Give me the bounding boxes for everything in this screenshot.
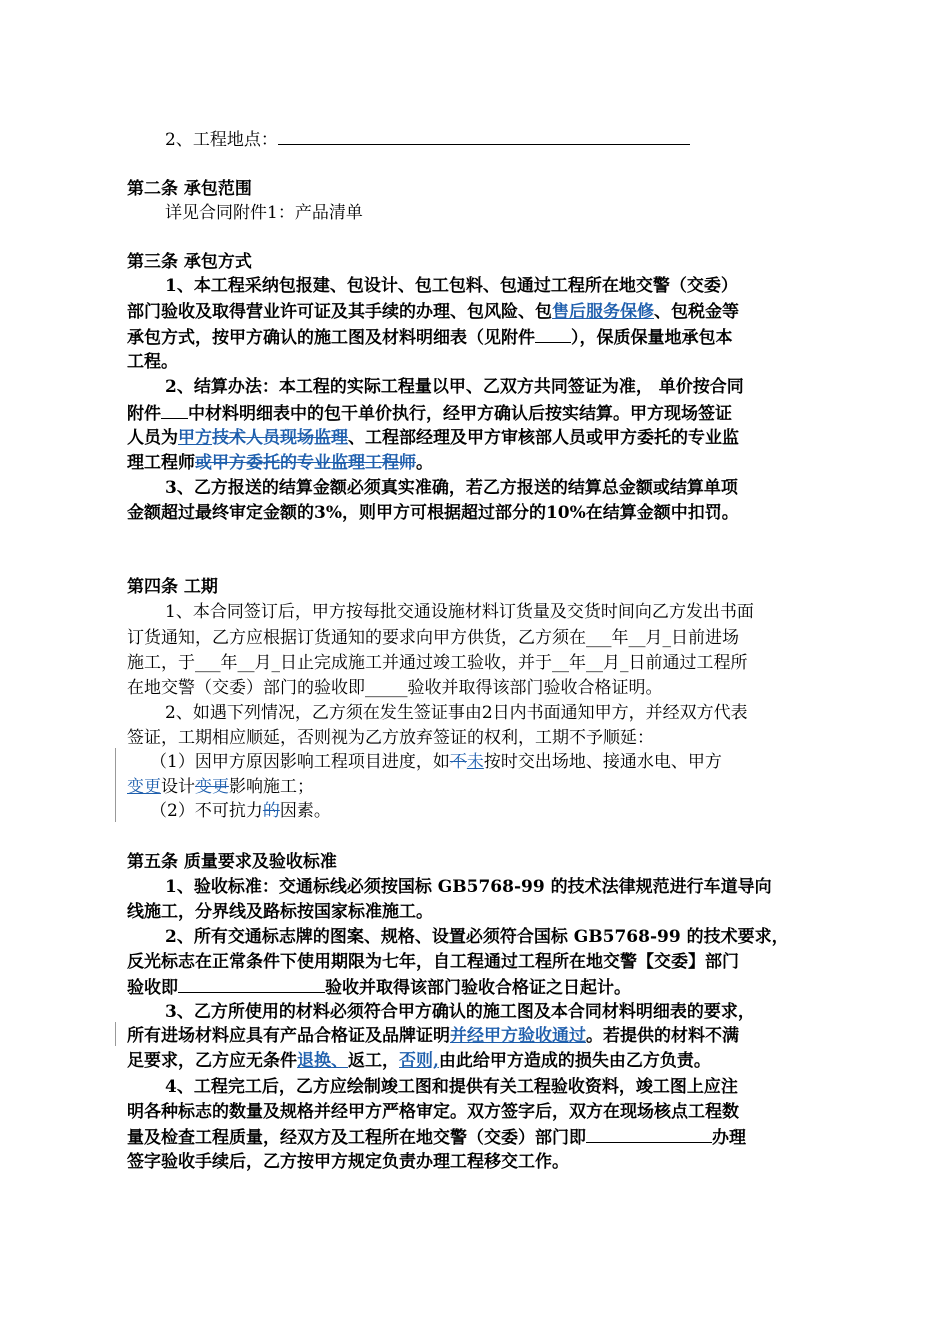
deleted-text: 变更 [195, 777, 229, 797]
clause3-p2-line1: 2、结算办法：本工程的实际工程量以甲、乙双方共同签证为准， 单价按合同 [165, 377, 744, 397]
clause5-p2-line1: 2、所有交通标志牌的图案、规格、设置必须符合国标 GB5768-99 的技术要求， [165, 927, 789, 947]
text-run: 量及检查工程质量，经双方及工程所在地交警（交委）部门即 [127, 1128, 586, 1148]
clause3-p2-line3 [127, 426, 739, 450]
text-run: 人员为 [127, 428, 178, 448]
clause5-p3-line3 [127, 1049, 711, 1073]
text-run: 返工， [348, 1051, 399, 1071]
inserted-text: 变更 [127, 777, 161, 797]
deleted-text: 不 [449, 752, 467, 772]
clause3-p3-line2: 金额超过最终审定金额的3%，则甲方可根据超过部分的10%在结算金额中扣罚。 [127, 503, 739, 523]
clause2-heading: 第二条 承包范围 [127, 179, 252, 199]
text-run: 。 [416, 453, 433, 473]
text-run: 。若提供的材料不满 [586, 1026, 739, 1046]
inserted-text: 并经甲方验收通过 [450, 1026, 586, 1046]
text-run: 附件 [127, 404, 161, 424]
clause5-p3-line1: 3、乙方所使用的材料必须符合甲方确认的施工图及本合同材料明细表的要求， [165, 1002, 755, 1022]
clause4-heading: 第四条 工期 [127, 577, 218, 597]
clause4-p1-line4: 在地交警（交委）部门的验收即_____验收并取得该部门验收合格证明。 [127, 678, 663, 698]
annex-blank [161, 401, 188, 419]
text-run: 、工程部经理及甲方审核部人员或甲方委托的专业监 [348, 428, 739, 448]
inserted-text: 售后服务保修 [552, 302, 654, 322]
handover-blank [586, 1125, 712, 1143]
inserted-text: 未 [466, 752, 484, 772]
clause5-p4-line3 [127, 1125, 746, 1150]
clause3-p2-line2 [127, 401, 732, 426]
clause5-heading: 第五条 质量要求及验收标准 [127, 852, 337, 872]
clause5-p4-line2: 明各种标志的数量及规格并经甲方严格审定。双方签字后，双方在现场核点工程数 [127, 1102, 739, 1122]
clause5-p3-line2 [127, 1024, 739, 1048]
clause3-p2-line4 [127, 451, 433, 475]
text-run: 影响施工； [229, 777, 314, 797]
deleted-text: 或甲方委托的专业监理工程师 [195, 453, 416, 473]
text-run: （1）因甲方原因影响工程项目进度，如 [150, 752, 450, 772]
inserted-text: 退换、 [297, 1051, 348, 1071]
site-location-blank [278, 127, 690, 145]
clause3-p1-line4: 工程。 [127, 352, 178, 372]
site-location-line [165, 127, 690, 152]
site-location-label: 2、工程地点： [165, 130, 278, 150]
text-run: ），保质保量地承包本 [571, 328, 733, 348]
text-run: 办理 [712, 1128, 746, 1148]
text-run: 因素。 [279, 801, 331, 821]
clause3-p1-line2 [127, 300, 739, 324]
inserted-text: 甲方 [178, 428, 212, 448]
text-run: 中材料明细表中的包干单价执行，经甲方确认后按实结算。甲方现场签证 [188, 404, 732, 424]
change-bar [115, 1022, 116, 1046]
clause5-p1-line2: 线施工，分界线及路标按国家标准施工。 [127, 902, 433, 922]
text-run: 由此给甲方造成的损失由乙方负责。 [438, 1051, 711, 1071]
clause4-item2 [150, 799, 331, 823]
text-run: 验收即 [127, 978, 178, 998]
text-run: 设计 [161, 777, 195, 797]
clause4-p2-line1: 2、如遇下列情况，乙方须在发生签证事由2日内书面通知甲方，并经双方代表 [165, 703, 748, 723]
inserted-text: 否则, [399, 1051, 439, 1071]
text-run: 足要求，乙方应无条件 [127, 1051, 297, 1071]
text-run: （2）不可抗力 [150, 801, 263, 821]
clause3-p3-line1: 3、乙方报送的结算金额必须真实准确，若乙方报送的结算总金额或结算单项 [165, 478, 738, 498]
clause5-p2-line2: 反光标志在正常条件下使用期限为七年，自工程通过工程所在地交警【交委】部门 [127, 952, 739, 972]
clause2-body: 详见合同附件1：产品清单 [165, 203, 363, 223]
text-run: 理工程师 [127, 453, 195, 473]
clause4-p2-line2: 签证，工期相应顺延，否则视为乙方放弃签证的权利，工期不予顺延： [127, 728, 654, 748]
clause5-p4-line4: 签字验收手续后，乙方按甲方规定负责办理工程移交工作。 [127, 1152, 569, 1172]
clause5-p1-line1: 1、验收标准：交通标线必须按国标 GB5768-99 的技术法律规范进行车道导向 [165, 877, 772, 897]
acceptance-blank [178, 975, 325, 993]
text-run: 所有进场材料应具有产品合格证及品牌证明 [127, 1026, 450, 1046]
text-run: 验收并取得该部门验收合格证之日起计。 [325, 978, 631, 998]
clause4-p1-line1: 1、本合同签订后，甲方按每批交通设施材料订货量及交货时间向乙方发出书面 [165, 602, 754, 622]
clause4-item1-line1 [150, 750, 722, 774]
deleted-text: 技术人员现场监理 [212, 428, 348, 448]
annex-number-blank [535, 325, 571, 343]
clause5-p4-line1: 4、工程完工后，乙方应绘制竣工图和提供有关工程验收资料，竣工图上应注 [165, 1077, 738, 1097]
text-run: 按时交出场地、接通水电、甲方 [483, 752, 722, 772]
change-bar [115, 748, 116, 822]
text-run: 承包方式，按甲方确认的施工图及材料明细表（见附件 [127, 328, 535, 348]
clause4-item1-line2 [127, 775, 314, 799]
text-run: 部门验收及取得营业许可证及其手续的办理、包风险、包 [127, 302, 552, 322]
clause5-p2-line3 [127, 975, 631, 1000]
deleted-text: 的 [262, 801, 280, 821]
clause3-p1-line3 [127, 325, 733, 350]
text-run: 、包税金等 [654, 302, 739, 322]
clause3-heading: 第三条 承包方式 [127, 252, 252, 272]
clause4-p1-line3: 施工，于___年__月_日止完成施工并通过竣工验收，并于__年__月_日前通过工程所 [127, 653, 748, 673]
clause3-p1-line1: 1、本工程采纳包报建、包设计、包工包料、包通过工程所在地交警（交委） [165, 276, 738, 296]
clause4-p1-line2: 订货通知，乙方应根据订货通知的要求向甲方供货，乙方须在___年__月_日前进场 [127, 628, 739, 648]
